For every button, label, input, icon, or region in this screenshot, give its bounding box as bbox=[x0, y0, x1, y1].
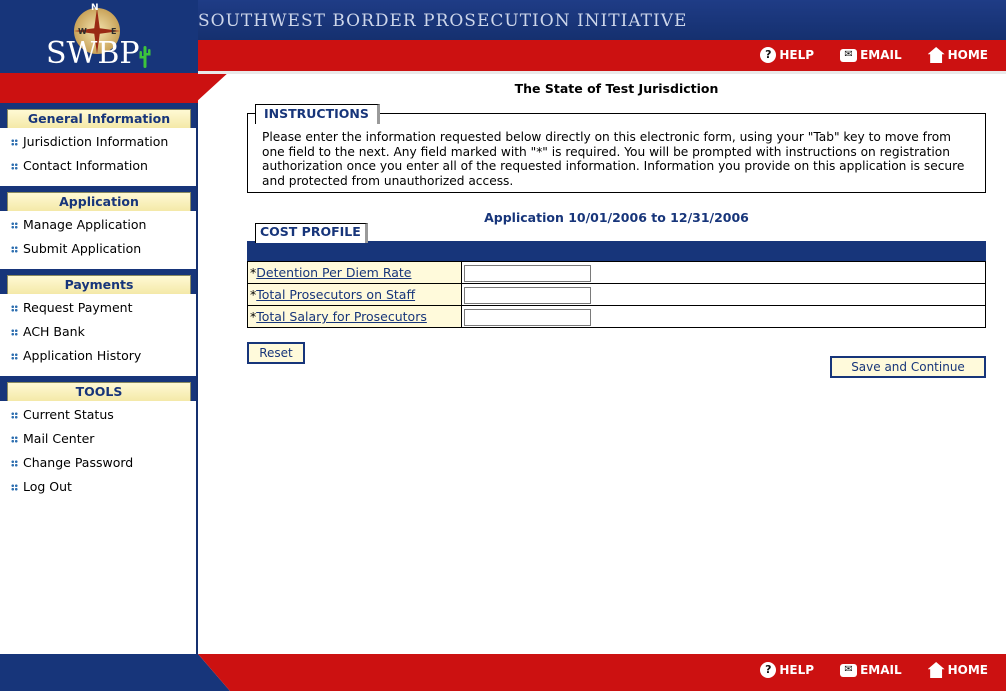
email-link[interactable] bbox=[840, 48, 902, 62]
question-circle-icon: ? bbox=[760, 662, 776, 678]
sidebar-section-application bbox=[0, 186, 196, 269]
home-link[interactable] bbox=[928, 662, 988, 678]
help-link[interactable] bbox=[760, 47, 814, 63]
envelope-icon: ✉ bbox=[840, 664, 857, 677]
sidebar-section-tools bbox=[0, 376, 196, 507]
sidebar-item-jurisdiction-information[interactable] bbox=[0, 130, 196, 154]
dotted-bullet-icon bbox=[11, 484, 18, 491]
dotted-bullet-icon bbox=[11, 436, 18, 443]
sidebar-item-ach-bank[interactable] bbox=[0, 320, 196, 344]
jurisdiction-title: The State of Test Jurisdiction bbox=[514, 81, 719, 96]
site-title: SOUTHWEST BORDER PROSECUTION INITIATIVE bbox=[198, 11, 688, 31]
help-label: HELP bbox=[779, 48, 815, 62]
sidebar-section-title: Application bbox=[7, 192, 191, 211]
help-link[interactable] bbox=[760, 662, 814, 678]
sidebar-item-request-payment[interactable] bbox=[0, 296, 196, 320]
compass-north-label: N bbox=[91, 3, 99, 13]
total-salary-for-prosecutors-link[interactable]: Total Salary for Prosecutors bbox=[256, 309, 427, 324]
home-label: HOME bbox=[947, 663, 988, 677]
email-label: EMAIL bbox=[860, 663, 902, 677]
top-nav bbox=[760, 47, 988, 63]
email-link[interactable] bbox=[840, 663, 902, 677]
sidebar-item-label: Log Out bbox=[23, 479, 72, 494]
cost-profile-tab: COST PROFILE bbox=[255, 223, 368, 243]
dotted-bullet-icon bbox=[11, 329, 18, 336]
dotted-bullet-icon bbox=[11, 412, 18, 419]
help-label: HELP bbox=[779, 663, 815, 677]
sidebar-item-mail-center[interactable] bbox=[0, 427, 196, 451]
sidebar-section-title: General Information bbox=[7, 109, 191, 128]
sidebar-item-submit-application[interactable] bbox=[0, 237, 196, 261]
house-icon bbox=[928, 47, 945, 63]
detention-per-diem-rate-link[interactable]: Detention Per Diem Rate bbox=[256, 265, 412, 280]
total-prosecutors-on-staff-link[interactable]: Total Prosecutors on Staff bbox=[256, 287, 416, 302]
sidebar-item-label: Submit Application bbox=[23, 241, 142, 256]
dotted-bullet-icon bbox=[11, 163, 18, 170]
compass-west-label: W bbox=[78, 27, 87, 36]
sidebar-item-log-out[interactable] bbox=[0, 475, 196, 499]
reset-button[interactable]: Reset bbox=[247, 342, 305, 364]
dotted-bullet-icon bbox=[11, 353, 18, 360]
instructions-tab: INSTRUCTIONS bbox=[255, 104, 380, 124]
instructions-text: Please enter the information requested below directly on this electronic form, using your "Tab" key to move from one field to the next. Any field marked with "*" is required. You will be prompted with instructions on registration authorization once you enter all of the requested information. Information you provide on this application is secure and protected from unauthorized access. bbox=[262, 130, 965, 188]
sidebar-item-current-status[interactable] bbox=[0, 403, 196, 427]
sidebar-item-contact-information[interactable] bbox=[0, 154, 196, 178]
house-icon bbox=[928, 662, 945, 678]
sidebar-item-label: Change Password bbox=[23, 455, 134, 470]
total-prosecutors-on-staff-input[interactable] bbox=[464, 287, 591, 304]
sidebar-item-label: Mail Center bbox=[23, 431, 95, 446]
sidebar-section-title: Payments bbox=[7, 275, 191, 294]
compass-east-label: E bbox=[111, 27, 117, 36]
sidebar bbox=[0, 103, 198, 654]
sidebar-item-label: Contact Information bbox=[23, 158, 148, 173]
save-and-continue-button[interactable]: Save and Continue bbox=[830, 356, 986, 378]
required-mark: * bbox=[250, 287, 257, 302]
total-salary-for-prosecutors-input[interactable] bbox=[464, 309, 591, 326]
table-row bbox=[248, 262, 986, 284]
home-label: HOME bbox=[947, 48, 988, 62]
sidebar-section-payments bbox=[0, 269, 196, 376]
logo-red-strip bbox=[0, 73, 198, 103]
table-row bbox=[248, 306, 986, 328]
sidebar-item-manage-application[interactable] bbox=[0, 213, 196, 237]
sidebar-item-label: Current Status bbox=[23, 407, 114, 422]
cost-profile-header-band bbox=[247, 241, 986, 261]
sidebar-item-label: ACH Bank bbox=[23, 324, 85, 339]
sidebar-item-change-password[interactable] bbox=[0, 451, 196, 475]
application-dates: Application 10/01/2006 to 12/31/2006 bbox=[484, 210, 749, 225]
bottom-nav bbox=[760, 662, 988, 678]
sidebar-item-label: Manage Application bbox=[23, 217, 147, 232]
table-row bbox=[248, 284, 986, 306]
dotted-bullet-icon bbox=[11, 305, 18, 312]
question-circle-icon: ? bbox=[760, 47, 776, 63]
sidebar-section-title: TOOLS bbox=[7, 382, 191, 401]
envelope-icon: ✉ bbox=[840, 49, 857, 62]
field-label-cell bbox=[248, 284, 462, 306]
field-label-cell bbox=[248, 262, 462, 284]
detention-per-diem-rate-input[interactable] bbox=[464, 265, 591, 282]
dotted-bullet-icon bbox=[11, 139, 18, 146]
cactus-icon bbox=[139, 44, 151, 68]
dotted-bullet-icon bbox=[11, 460, 18, 467]
email-label: EMAIL bbox=[860, 48, 902, 62]
sidebar-item-label: Application History bbox=[23, 348, 142, 363]
required-mark: * bbox=[250, 309, 257, 324]
dotted-bullet-icon bbox=[11, 246, 18, 253]
home-link[interactable] bbox=[928, 47, 988, 63]
footer-blue-band bbox=[0, 654, 230, 691]
dotted-bullet-icon bbox=[11, 222, 18, 229]
cost-profile-table bbox=[247, 261, 986, 328]
required-mark: * bbox=[250, 265, 257, 280]
logo-text: SWBP bbox=[46, 36, 140, 71]
sidebar-item-label: Request Payment bbox=[23, 300, 133, 315]
sidebar-item-application-history[interactable] bbox=[0, 344, 196, 368]
sidebar-item-label: Jurisdiction Information bbox=[23, 134, 169, 149]
field-label-cell bbox=[248, 306, 462, 328]
sidebar-section-general bbox=[0, 103, 196, 186]
